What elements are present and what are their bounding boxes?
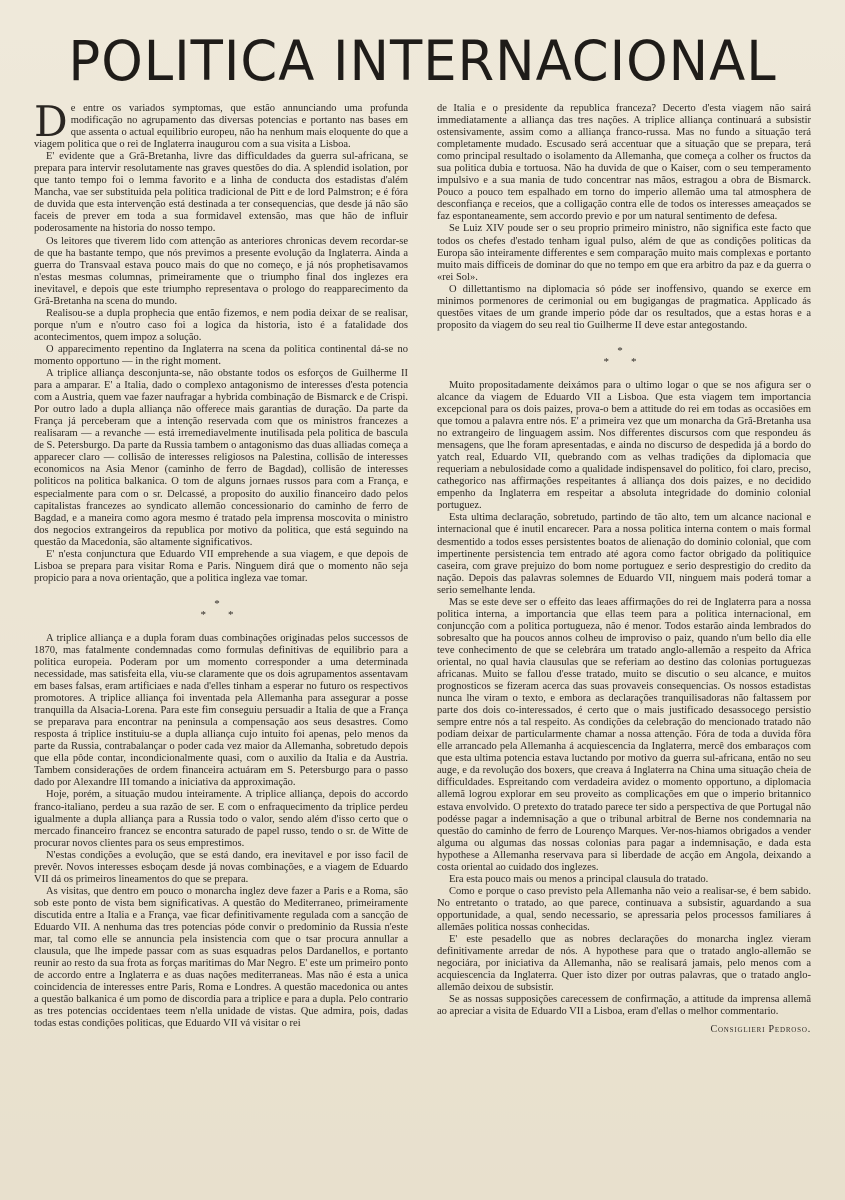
section-divider: * ** xyxy=(603,344,659,368)
paragraph: Se as nossas supposições carecessem de confirmação, a attitude da imprensa allemã ao apreciar a visita de Eduardo VII a Lisboa, eram d'ellas o melhor commentario. xyxy=(437,994,811,1018)
paragraph: De entre os variados symptomas, que estão annunciando uma profunda modificação no agrupamento das diversas potencias e portanto nas bases em que assenta o actual equilibrio europeu, não ha nenhum mais eloquente do que a viagem politica que o rei de Inglaterra inaugurou com a sua visita a Lisboa. xyxy=(34,103,408,151)
paragraph: Realisou-se a dupla prophecia que então fizemos, e nem podia deixar de se realisar, porque n'um e n'outro caso foi a logica da historia, isto é a fatalidade dos acontecimentos, quem impoz a solução. xyxy=(34,307,408,343)
paragraph: Como e porque o caso previsto pela Allemanha não veio a realisar-se, é bem sabido. No entretanto o tratado, ao que parece, continuava a subsistir, aguardando a sua opportunidade, a qual, sendo necessario, se apressaria pelos processos familiares á allemães politica nossas conhecidas. xyxy=(437,885,811,933)
paragraph: Se Luiz XIV poude ser o seu proprio primeiro ministro, não significa este facto que todos os chefes d'estado tenham igual pulso, além de que as condições politicas da Europa são inteiramente differentes e sem comparação muito mais complexas e portanto muito mais difficeis de dominar do que no tempo em que era arbitro da paz e da guerra o «rei Sol». xyxy=(437,223,811,283)
article-body xyxy=(34,103,811,1178)
author-signature: Consiglieri Pedroso. xyxy=(710,1024,811,1036)
paragraph: O apparecimento repentino da Inglaterra na scena da politica continental dá-se no momento opportuno — in the right moment. xyxy=(34,343,408,367)
paragraph: E' evidente que a Grã-Bretanha, livre das difficuldades da guerra sul-africana, se prepara para intervir resolutamente nas graves questões do dia. A splendid isolation, por que tanto tempo foi o lemma favorito e a linha de conducta dos estadistas d'além Mancha, vae ser substituida pela politica tradicional de Pitt e de lord Palmstron; e é fóra de duvida que esta intervenção está destinada a ter consequencias, que desde já não são faceis de prever em toda a sua formidavel extensão, mas que hão de influir poderosamente na historia do nosso tempo. xyxy=(34,151,408,235)
page-title: POLITICA INTERNACIONAL xyxy=(68,29,777,93)
paragraph: E' n'esta conjunctura que Eduardo VII emprehende a sua viagem, e que depois de Lisboa se prepara para visitar Roma e Paris. Ninguem dirá que o momento não seja propicio para a nova orientação, que a politica ingleza vae tomar. xyxy=(34,548,408,584)
paragraph: Os leitores que tiverem lido com attenção as anteriores chronicas devem recordar-se de que ha bastante tempo, que nós previmos a presente evolução da Inglaterra. Ainda a guerra do Transvaal estava pouco mais do que no começo, e já nós prophetisavamos n'estas mesmas columnas, primeiramente que o triumpho final dos inglezes era inevitavel, e depois que este triumpho representava o prologo do reapparecimento da Grã-Bretanha na scena do mundo. xyxy=(34,235,408,307)
section-divider: * ** xyxy=(200,597,256,621)
right-column xyxy=(437,103,811,1178)
paragraph: A triplice alliança desconjunta-se, não obstante todos os esforços de Guilherme II para a amparar. E' a Italia, dado o complexo antagonismo de interesses d'esta potencia com a Austria, quem vae fazer naufragar a hybrida combinação de Bismarck e de Crispi. Por outro lado a dupla alliança não offerece mais garantias de duração. Da parte da França já perceberam que a intenção reservada com que os ministros francezes a realisaram — a revanche — está irremediavelmente inutilisada pela politica de bascula de S. Petersburgo. Da parte da Russia tambem o antagonismo das duas alliadas começa a apparecer claro — collisão de interesses religiosos na Palestina, collisão de interesses economicos na Asia Menor (caminho de ferro de Bagdad), collisão de interesses politicos na politica balkanica. O tom de alguns jornaes russos para com a França, e especialmente para com o sr. Delcassé, a proposito do auxilio financeiro dado pelos capitalistas francezes ao syndicato allemão concessionario do caminho de ferro de Bagdad, e a maneira como agora mesmo é tratado pela imprensa moscovita o ministro dos negocios extrangeiros da republica por motivo da politica, que está seguindo na questão da Macedonia, são altamente significativos. xyxy=(34,368,408,548)
left-column xyxy=(34,103,408,1178)
paragraph: A triplice alliança e a dupla foram duas combinações originadas pelos successos de 1870, mas fatalmente condemnadas como formulas definitivas de equilibrio para a politica europeia. Poderam por um momento corresponder a uma determinada necessidade, mas satisfeita ella, viu-se claramente que os dois agrupamentos assentavam em bases falsas, eram artificiaes e nada d'elles tinham a esperar no futuro os respectivos promotores. A triplice alliança foi inventada pela Allemanha para assegurar a posse tranquilla da Alsacia-Lorena. Para este fim conseguiu persuadir a Italia de que a França se preparava para encontrar na peninsula a compensação aos seus desastres. Como resposta á triplice instituiu-se a dupla alliança cujo intuito foi apenas, pelo menos da parte da Russia, contrabalançar o poder cada vez maior da Allemanha, sobretudo depois que ella pôde contar, incondicionalmente quasi, com o auxilio da Italia e da Austria. Tambem considerações de ordem financeira actuáram em S. Petersburgo para o passo dado por Alexandre III tomando a iniciativa da approximação. xyxy=(34,632,408,789)
drop-cap: D xyxy=(34,103,68,146)
paragraph: O dillettantismo na diplomacia só póde ser inoffensivo, quando se exerce em minimos pormenores de cerimonial ou em bugigangas de pragmatica. Applicado ás questões vitaes de um grande imperio póde dar os resultados, que a estas horas e a proposito da viagem do seu real tio Guilherme II deve estar antegostando. xyxy=(437,283,811,331)
paragraph: Esta ultima declaração, sobretudo, partindo de tão alto, tem um alcance nacional e internacional que é inutil encarecer. Para a nossa politica interna contem o mais formal desmentido a todos esses persistentes boatos de alienação do dominio colonial, que com impertinente persistencia tem entrado até agora como factor obrigado da politiquice caseira, com grave prejuizo do bom nome portuguez e serio desprestigio do credito da nação. Depois das palavras solemnes de Eduardo VII, ninguem mais poderá tomar a serio semelhante lenda. xyxy=(437,512,811,596)
paragraph: de Italia e o presidente da republica franceza? Decerto d'esta viagem não sairá immediatamente a alliança das tres nações. A triplice alliança continuará a subsistir ostensivamente, assim como a alliança franco-russa. Mas no fundo a situação terá completamente mudado. Escusado será accentuar que a situação que se prepara, terá como principal resultado o isolamento da Allemanha, que começa a colher os fructos da sua politica dubia e tortuosa. Não ha duvida de que o Kaiser, com o seu temperamento impulsivo e a sua mania de tudo concentrar nas mãos, estragou a obra de Bismarck. Pouco a pouco tem espalhado em torno do imperio allemão uma tal atmosphera de desconfiança e receios, que a colligação contra elle de todos os interesses ameaçados se faz espontaneamente, sem accordo previo e por um natural sentimento de defesa. xyxy=(437,103,811,223)
paragraph: As visitas, que dentro em pouco o monarcha inglez deve fazer a Paris e a Roma, são sob este ponto de vista bem significativas. A questão do Mediterraneo, primeiramente discutida entre a Italia e a França, vae ficar definitivamente regulada com a sancção de Eduardo VII. A nenhuma das tres potencias póde convir o predominio da Russia n'este mar, tal como elle se annuncia pela insistencia com que o tsar procura annullar a clausula, que lhe impede passar com as suas esquadras pelos Dardanellos, e portanto reunir ao resto da sua frota as forças maritimas do Mar Negro. E' este um primeiro ponto de accordo entre a Inglaterra e as duas nações mediterraneas. Mas não é esta a unica coincidencia de interesses entre Paris, Roma e Londres. A questão macedonica ou antes a questão balkanica é um pomo de discordia para a triplice e para a dupla. Pelo contrario as tres potencias occidentaes teem n'ella unidade de vistas. Que admira, pois, dadas todas estas condições politicas, que Eduardo VII vá visitar o rei xyxy=(34,885,408,1030)
paragraph: Muito propositadamente deixámos para o ultimo logar o que se nos afigura ser o alcance da viagem de Eduardo VII a Lisboa. Que esta viagem tem importancia excepcional para os dois paizes, prova-o bem a attitude do rei em todas as occasiões em que tomou a palavra entre nós. E' a primeira vez que um monarcha da Grã-Bretanha usa no extrangeiro de linguagem assim. Nos differentes discursos com que respondeu ás mensagens, que lhe foram apresentadas, e ainda no discurso de despedida já a bordo do yatch real, Eduardo VII, quebrando com as velhas tradições da diplomacia que requeriam a nebulosidade como a qualidade indispensavel do politico, foi claro, preciso, cathegorico nas affirmações respeitantes á alliança dos dois paizes, e no decidido empenho da Inglaterra em respeitar a absoluta integridade do dominio colonial portuguez. xyxy=(437,379,811,512)
paragraph: Era esta pouco mais ou menos a principal clausula do tratado. xyxy=(449,873,709,885)
paragraph: Hoje, porém, a situação mudou inteiramente. A triplice alliança, depois do accordo franco-italiano, perdeu a sua razão de ser. E com o enfraquecimento da triplice perdeu igualmente a dupla alliança para a Russia todo o valor, sendo além d'isso certo que o mercado financeiro francez se encontra saturado de papel russo, tendo o sr. de Witte de procurar novos clientes para os seus emprestimos. xyxy=(34,789,408,849)
paragraph: E' este pesadello que as nobres declarações do monarcha inglez vieram definitivamente arredar de nós. A hypothese para que o tratado anglo-allemão se negociára, por iniciativa da Allemanha, não se realisará jamais, pelo menos com a acquiescencia da Inglaterra. Quer isto dizer por outras palavras, que o tratado anglo-allemão deixou de subsistir. xyxy=(437,934,811,994)
paragraph: Mas se este deve ser o effeito das leaes affirmações do rei de Inglaterra para a nossa politica interna, a importancia que ellas teem para a politica internacional, em conjuncção com a politica portugueza, não é menor. Todos estarão ainda lembrados do sobresalto que ha poucos annos colheu de improviso o paiz, quando n'um bello dia elle teve conhecimento de que se celebrára um tratado anglo-allemão a respeito da Africa oriental, no qual havia clausulas que se referiam ao destino das colonias portuguezas africanas. Muito se fallou d'esse tratado, muito se discutio o seu alcance, e muitos prognosticos se fizeram acerca das suas provaveis consequencias. Os nossos estadistas nunca lhe viram o texto, e embora as declarações tranquilisadoras não faltassem por parte dos dois co-interessados, é certo que o mais justificado desassocego persistio sempre entre nós a tal respeito. As condições da celebração do mencionado tratado não podiam deixar de particularmente chamar a nossa attenção. Fóra de toda a duvida fôra elle arrancado pela Allemanha á acquiescencia da Inglaterra, mercê dos embaraços com que esta ultima potencia estava luctando por motivo da guerra sul-africana, então no seu auge, e da revolução dos boxers, que creava á Inglaterra na China uma situação cheia de difficuldades. Espreitando com verdadeira avidez o momento opportuno, a diplomacia allemã logrou explorar em seu proveito as complicações em que o imperio britannico estava envolvido. O pretexto do tratado parece ter sido a perspectiva de que Portugal não podésse pagar a indemnisação a que o tribunal arbitral de Berne nos condemnaria na questão do caminho de ferro de Lourenço Marques. Ver-nos-hiamos obrigados a vender alguma ou algumas das nossas colonias para pagar a indemnisação, e dada esta hypothese a Allemanha reservava para si liberdade de acção em Angola, deixando a costa oriental ao cuidado dos inglezes. xyxy=(437,596,811,873)
paragraph: N'estas condições a evolução, que se está dando, era inevitavel e por isso facil de prevêr. Novos interesses esboçam desde já novas combinações, e a viagem de Eduardo VII dá os primeiros lineamentos do que se prepara. xyxy=(34,849,408,885)
